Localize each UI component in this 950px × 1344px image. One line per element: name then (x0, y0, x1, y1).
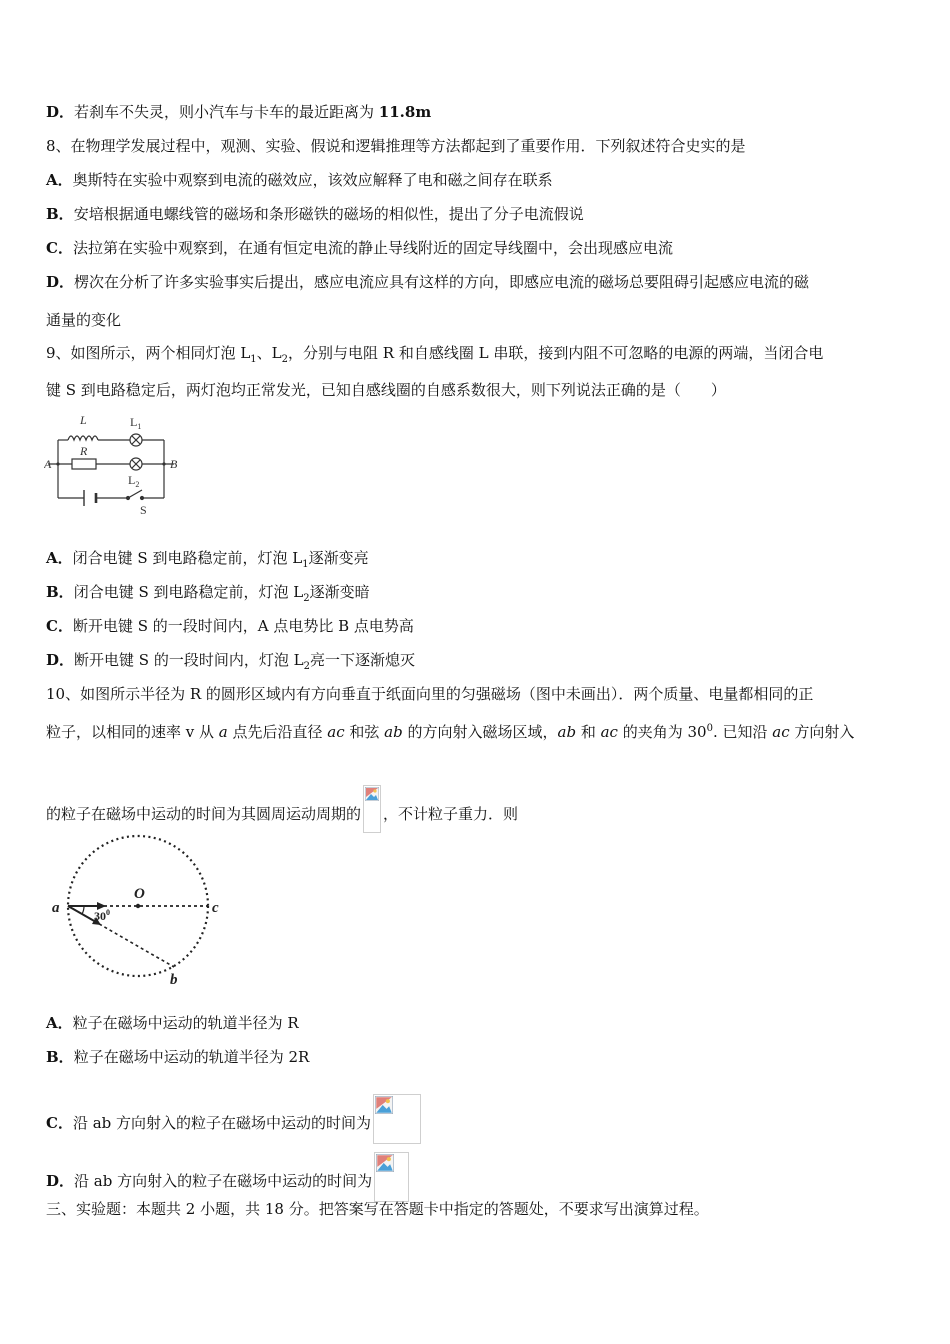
option-label: C． (46, 1114, 73, 1132)
option-text: 闭合电键 S 到电路稳定前，灯泡 L (73, 583, 304, 601)
q10-option-a (46, 1013, 299, 1033)
segment-ab: ab (384, 723, 403, 741)
label-R: R (80, 444, 88, 458)
q8-option-d-cont: 通量的变化 (46, 311, 122, 329)
q10-option-c (46, 1094, 423, 1144)
option-label: A． (46, 1014, 73, 1032)
q8-option-b (46, 204, 584, 224)
option-text: 逐渐变暗 (309, 583, 370, 601)
section-3-heading: 三、实验题：本题共 2 小题，共 18 分。把答案写在答题卡中指定的答题处，不要求写出演算过程。 (46, 1200, 709, 1218)
subscript: 2 (281, 354, 288, 365)
q10-stem-part: 点先后沿直径 (227, 723, 328, 741)
q10-stem-part: 粒子，以相同的速率 v 从 (46, 723, 219, 741)
label-S: S (140, 503, 147, 517)
q9-option-d (46, 650, 415, 670)
q10-stem-part: . 已知沿 (712, 723, 773, 741)
q9-stem-line2: 键 S 到电路稳定后，两灯泡均正常发光，已知自感线圈的自感系数很大，则下列说法正确的是（ ） (46, 381, 726, 399)
q10-stem-line2 (46, 722, 854, 742)
q10-stem-part: 的夹角为 30 (617, 723, 707, 741)
subscript: 1 (250, 354, 257, 365)
label-L2: $L_2$ (128, 473, 140, 489)
option-label: D． (46, 273, 75, 291)
q9-option-c (46, 616, 414, 636)
option-text: 闭合电键 S 到电路稳定前，灯泡 L (72, 549, 303, 567)
option-text: 逐渐变亮 (308, 549, 369, 567)
q8-option-c (46, 238, 673, 258)
label-angle: $30^0$ (94, 908, 110, 923)
option-label: B． (46, 1048, 74, 1066)
q10-stem-line1: 10、如图所示半径为 R 的圆形区域内有方向垂直于纸面向里的匀强磁场（图中未画出）．两个质量、电量都相同的正 (46, 685, 814, 703)
label-c: c (212, 900, 219, 916)
option-label: A． (46, 549, 73, 567)
option-label: C． (46, 617, 73, 635)
segment-ac: ac (327, 723, 345, 741)
option-text: 法拉第在实验中观察到，在通有恒定电流的静止导线附近的固定导线圈中，会出现感应电流 (72, 239, 673, 257)
label-O: O (134, 886, 145, 902)
q10-option-b (46, 1047, 309, 1067)
label-b: b (170, 972, 178, 988)
center-point (136, 904, 140, 908)
q8-option-d (46, 272, 809, 292)
q9-stem-part: 9、如图所示，两个相同灯泡 L (46, 344, 251, 362)
q10-stem-part: 的方向射入磁场区域， (402, 723, 558, 741)
option-label: D． (46, 651, 75, 669)
option-text: 断开电键 S 的一段时间内，A 点电势比 B 点电势高 (72, 617, 414, 635)
label-a: a (52, 900, 60, 916)
q9-option-a (46, 548, 369, 568)
segment-ac: ac (600, 723, 618, 741)
q9-stem-part: 、L (256, 344, 282, 362)
option-label: A． (46, 171, 73, 189)
broken-image-icon (363, 785, 381, 833)
option-text: 沿 ab 方向射入的粒子在磁场中运动的时间为 (74, 1172, 373, 1190)
label-L: L (80, 413, 87, 427)
option-label: D． (46, 1172, 75, 1190)
option-text: 楞次在分析了许多实验事实后提出，感应电流应具有这样的方向，即感应电流的磁场总要阻碍引起感应电流的磁 (74, 273, 810, 291)
circuit-diagram (44, 408, 184, 520)
subscript: 1 (302, 559, 309, 570)
label-A: A (44, 457, 52, 471)
broken-image-icon (374, 1152, 409, 1202)
option-text: 断开电键 S 的一段时间内，灯泡 L (74, 651, 304, 669)
superscript: 0 (706, 723, 713, 734)
option-text: 亮一下逐渐熄灭 (309, 651, 415, 669)
magnetic-field-circle-diagram (50, 828, 230, 988)
lamp-l1-symbol (130, 434, 142, 446)
q9-option-b (46, 582, 370, 602)
q10-stem-part: ，不计粒子重力．则 (383, 805, 519, 823)
q8-stem: 8、在物理学发展过程中，观测、实验、假说和逻辑推理等方法都起到了重要作用．下列叙述符合史实的是 (46, 137, 746, 155)
angle-arc (82, 906, 84, 914)
option-label: D． (46, 103, 75, 121)
label-B: B (170, 457, 178, 471)
segment-ac: ac (772, 723, 790, 741)
q9-stem-line1 (46, 343, 823, 363)
q8-option-a (46, 170, 553, 190)
point-a: a (218, 723, 228, 741)
resistor-symbol (72, 459, 96, 469)
option-label: B． (46, 583, 74, 601)
option-text: 安培根据通电螺线管的磁场和条形磁铁的磁场的相似性，提出了分子电流假说 (73, 205, 584, 223)
q9-stem-part: ，分别与电阻 R 和自感线圈 L 串联，接到内阻不可忽略的电源的两端，当闭合电 (288, 344, 824, 362)
q10-stem-part: 的粒子在磁场中运动的时间为其圆周运动周期的 (46, 805, 362, 823)
option-text: 粒子在磁场中运动的轨道半径为 R (72, 1014, 299, 1032)
subscript: 2 (303, 593, 310, 604)
option-label: C． (46, 239, 73, 257)
label-L1: $L_1$ (130, 415, 142, 431)
option-label: B． (46, 205, 74, 223)
lamp-l2-symbol (130, 458, 142, 470)
q10-stem-part: 和 (576, 723, 601, 741)
q10-stem-part: 方向射入 (789, 723, 855, 741)
q7-option-d (46, 102, 431, 122)
option-text: 若刹车不失灵，则小汽车与卡车的最近距离为 (74, 103, 379, 121)
q10-option-d (46, 1152, 411, 1202)
q10-stem-line3 (46, 785, 518, 833)
option-text: 粒子在磁场中运动的轨道半径为 2R (73, 1048, 310, 1066)
option-text: 奥斯特在实验中观察到电流的磁效应，该效应解释了电和磁之间存在联系 (72, 171, 553, 189)
segment-ab: ab (557, 723, 577, 741)
broken-image-icon (373, 1094, 421, 1144)
option-text: 沿 ab 方向射入的粒子在磁场中运动的时间为 (72, 1114, 372, 1132)
subscript: 2 (303, 661, 310, 672)
option-value: 11.8m (378, 103, 432, 121)
q10-stem-part: 和弦 (344, 723, 385, 741)
